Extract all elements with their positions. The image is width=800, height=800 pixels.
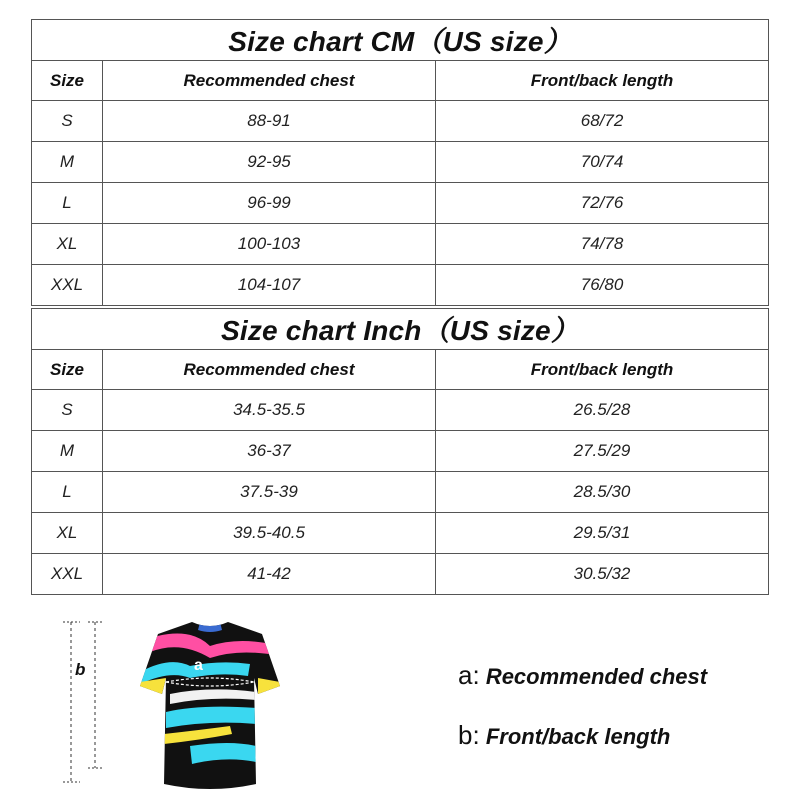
size-cell: S [32, 390, 103, 431]
header-length: Front/back length [436, 61, 769, 101]
table-row [32, 183, 769, 224]
table-title-cm: Size chart CM（US size） [32, 20, 769, 61]
legend-b-desc: Front/back length [485, 724, 671, 749]
legend-chest [458, 660, 707, 691]
length-cell: 30.5/32 [436, 554, 769, 595]
table-row [32, 265, 769, 306]
header-size: Size [32, 61, 103, 101]
chest-cell: 88-91 [103, 101, 436, 142]
length-cell: 26.5/28 [436, 390, 769, 431]
size-cell: XXL [32, 554, 103, 595]
chest-cell: 92-95 [103, 142, 436, 183]
header-row [32, 61, 769, 101]
size-chart-inch-table [31, 308, 769, 595]
header-chest: Recommended chest [103, 61, 436, 101]
length-cell: 68/72 [436, 101, 769, 142]
chest-cell: 36-37 [103, 431, 436, 472]
header-chest: Recommended chest [103, 350, 436, 390]
length-marker-label: b [75, 660, 86, 679]
chest-cell: 100-103 [103, 224, 436, 265]
length-cell: 72/76 [436, 183, 769, 224]
size-chart-cm-table [31, 19, 769, 306]
size-cell: XXL [32, 265, 103, 306]
size-cell: S [32, 101, 103, 142]
table-title-inch: Size chart Inch（US size） [32, 309, 769, 350]
chest-cell: 39.5-40.5 [103, 513, 436, 554]
table-row [32, 224, 769, 265]
size-cell: L [32, 183, 103, 224]
length-cell: 28.5/30 [436, 472, 769, 513]
length-cell: 27.5/29 [436, 431, 769, 472]
size-cell: L [32, 472, 103, 513]
chest-cell: 104-107 [103, 265, 436, 306]
length-cell: 29.5/31 [436, 513, 769, 554]
legend-length [458, 720, 670, 751]
jersey-illustration [130, 616, 290, 796]
length-cell: 76/80 [436, 265, 769, 306]
size-cell: XL [32, 224, 103, 265]
legend-b-letter: b: [458, 720, 480, 750]
legend-a-desc: Recommended chest [485, 664, 708, 689]
chest-cell: 41-42 [103, 554, 436, 595]
length-dimension-marker [58, 618, 108, 788]
chest-cell: 37.5-39 [103, 472, 436, 513]
size-cell: M [32, 431, 103, 472]
legend-a-letter: a: [458, 660, 480, 690]
length-cell: 74/78 [436, 224, 769, 265]
table-row [32, 472, 769, 513]
header-length: Front/back length [436, 350, 769, 390]
table-row [32, 513, 769, 554]
chest-cell: 96-99 [103, 183, 436, 224]
length-cell: 70/74 [436, 142, 769, 183]
chest-cell: 34.5-35.5 [103, 390, 436, 431]
header-size: Size [32, 350, 103, 390]
chest-marker-label: a [194, 657, 203, 674]
table-row [32, 142, 769, 183]
table-row [32, 554, 769, 595]
table-row [32, 390, 769, 431]
size-cell: M [32, 142, 103, 183]
size-cell: XL [32, 513, 103, 554]
table-row [32, 101, 769, 142]
header-row [32, 350, 769, 390]
table-row [32, 431, 769, 472]
